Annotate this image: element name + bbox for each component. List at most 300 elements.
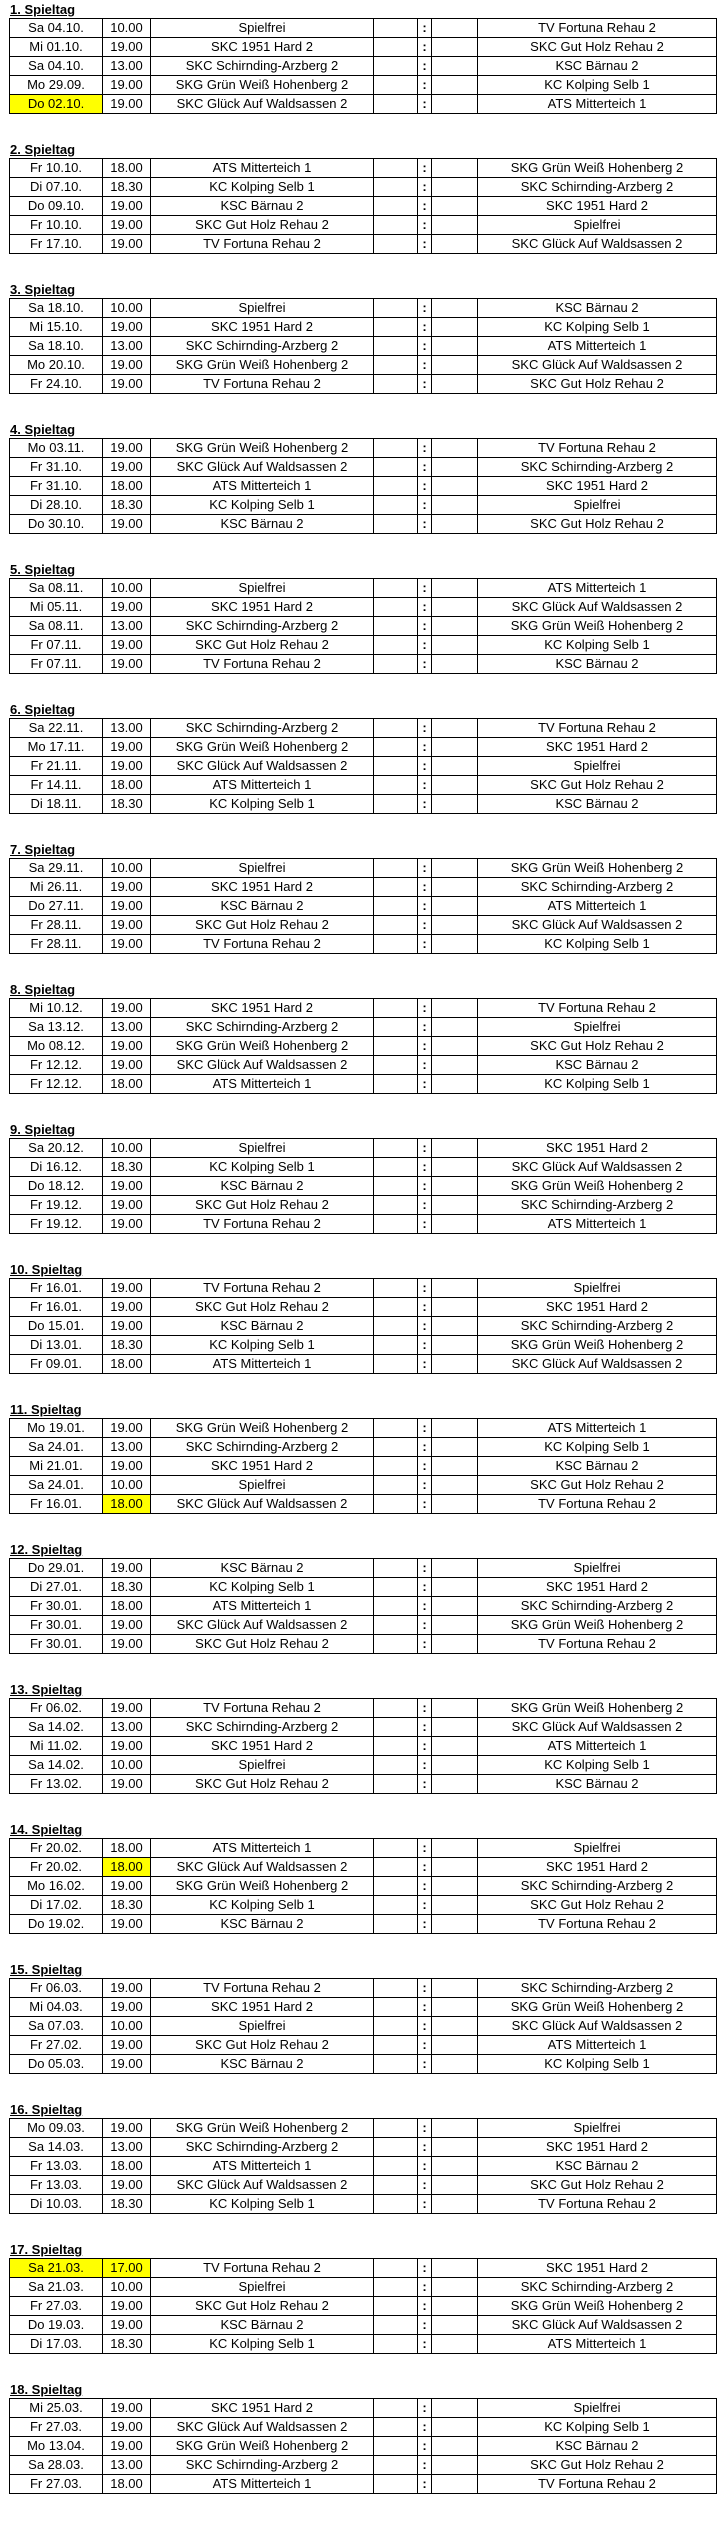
score-away-cell [432, 1998, 478, 2017]
away-team: KC Kolping Selb 1 [478, 318, 717, 337]
score-separator: : [418, 356, 432, 375]
home-team: SKC Glück Auf Waldsassen 2 [151, 458, 374, 477]
away-team: Spielfrei [478, 1559, 717, 1578]
game-date: Sa 14.02. [10, 1718, 103, 1737]
score-away-cell [432, 1877, 478, 1896]
score-separator: : [418, 1635, 432, 1654]
away-team: SKC 1951 Hard 2 [478, 477, 717, 496]
table-row [10, 1578, 717, 1597]
score-home-cell [374, 1476, 418, 1495]
game-date: Fr 06.02. [10, 1699, 103, 1718]
score-away-cell [432, 859, 478, 878]
score-separator: : [418, 1196, 432, 1215]
score-away-cell [432, 738, 478, 757]
spieltag-block [9, 1682, 723, 1822]
score-separator: : [418, 1419, 432, 1438]
game-time: 13.00 [103, 337, 151, 356]
table-row [10, 1915, 717, 1934]
spieltag-block [9, 1822, 723, 1962]
score-home-cell [374, 1438, 418, 1457]
game-time: 19.00 [103, 515, 151, 534]
table-row [10, 1979, 717, 1998]
table-row [10, 19, 717, 38]
home-team: Spielfrei [151, 2278, 374, 2297]
score-home-cell [374, 477, 418, 496]
score-home-cell [374, 458, 418, 477]
score-home-cell [374, 1298, 418, 1317]
score-away-cell [432, 515, 478, 534]
score-home-cell [374, 2055, 418, 2074]
game-time: 19.00 [103, 1737, 151, 1756]
table-row [10, 2475, 717, 2494]
score-away-cell [432, 375, 478, 394]
score-home-cell [374, 2437, 418, 2456]
score-away-cell [432, 1279, 478, 1298]
away-team: ATS Mitterteich 1 [478, 1737, 717, 1756]
game-date: Di 18.11. [10, 795, 103, 814]
table-row [10, 776, 717, 795]
table-row [10, 318, 717, 337]
away-team: KSC Bärnau 2 [478, 2437, 717, 2456]
score-home-cell [374, 2119, 418, 2138]
away-team: TV Fortuna Rehau 2 [478, 1635, 717, 1654]
game-time: 19.00 [103, 1979, 151, 1998]
score-home-cell [374, 439, 418, 458]
score-separator: : [418, 1839, 432, 1858]
game-time: 10.00 [103, 2017, 151, 2036]
home-team: KSC Bärnau 2 [151, 897, 374, 916]
score-separator: : [418, 38, 432, 57]
game-date: Sa 14.02. [10, 1756, 103, 1775]
score-separator: : [418, 1979, 432, 1998]
away-team: KSC Bärnau 2 [478, 299, 717, 318]
game-time: 18.00 [103, 1075, 151, 1094]
score-away-cell [432, 636, 478, 655]
game-time: 19.00 [103, 999, 151, 1018]
game-date: Do 30.10. [10, 515, 103, 534]
score-separator: : [418, 1597, 432, 1616]
score-separator: : [418, 2055, 432, 2074]
score-away-cell [432, 1896, 478, 1915]
away-team: KC Kolping Selb 1 [478, 636, 717, 655]
score-separator: : [418, 1858, 432, 1877]
away-team: Spielfrei [478, 1839, 717, 1858]
score-separator: : [418, 299, 432, 318]
table-row [10, 738, 717, 757]
home-team: SKC 1951 Hard 2 [151, 318, 374, 337]
score-away-cell [432, 1495, 478, 1514]
score-away-cell [432, 1616, 478, 1635]
game-time: 19.00 [103, 757, 151, 776]
table-row [10, 2138, 717, 2157]
score-away-cell [432, 1037, 478, 1056]
score-home-cell [374, 2138, 418, 2157]
table-row [10, 935, 717, 954]
away-team: SKC Schirnding-Arzberg 2 [478, 1196, 717, 1215]
table-row [10, 458, 717, 477]
game-date: Mo 19.01. [10, 1419, 103, 1438]
game-time: 19.00 [103, 1616, 151, 1635]
score-home-cell [374, 2316, 418, 2335]
away-team: SKC Gut Holz Rehau 2 [478, 1896, 717, 1915]
game-time: 18.30 [103, 2195, 151, 2214]
score-away-cell [432, 598, 478, 617]
home-team: KC Kolping Selb 1 [151, 496, 374, 515]
score-separator: : [418, 1756, 432, 1775]
game-time: 18.00 [103, 1858, 151, 1877]
game-time: 19.00 [103, 1177, 151, 1196]
table-row [10, 1139, 717, 1158]
game-date: Di 17.03. [10, 2335, 103, 2354]
score-separator: : [418, 1018, 432, 1037]
game-date: Mi 05.11. [10, 598, 103, 617]
score-home-cell [374, 2036, 418, 2055]
score-separator: : [418, 2119, 432, 2138]
table-row [10, 1336, 717, 1355]
game-date: Fr 10.10. [10, 159, 103, 178]
table-row [10, 1635, 717, 1654]
table-row [10, 1215, 717, 1234]
home-team: KSC Bärnau 2 [151, 2316, 374, 2335]
away-team: Spielfrei [478, 1018, 717, 1037]
home-team: SKG Grün Weiß Hohenberg 2 [151, 738, 374, 757]
game-time: 13.00 [103, 1018, 151, 1037]
game-time: 19.00 [103, 636, 151, 655]
score-away-cell [432, 1979, 478, 1998]
home-team: SKG Grün Weiß Hohenberg 2 [151, 1419, 374, 1438]
score-separator: : [418, 935, 432, 954]
score-separator: : [418, 999, 432, 1018]
game-time: 19.00 [103, 95, 151, 114]
table-row [10, 579, 717, 598]
table-row [10, 1056, 717, 1075]
score-home-cell [374, 2456, 418, 2475]
score-home-cell [374, 916, 418, 935]
score-separator: : [418, 2456, 432, 2475]
game-time: 19.00 [103, 2418, 151, 2437]
home-team: ATS Mitterteich 1 [151, 1355, 374, 1374]
home-team: Spielfrei [151, 859, 374, 878]
table-row [10, 1616, 717, 1635]
spieltag-block [9, 2102, 723, 2242]
table-row [10, 1457, 717, 1476]
game-time: 10.00 [103, 859, 151, 878]
game-time: 19.00 [103, 1037, 151, 1056]
game-date: Mo 29.09. [10, 76, 103, 95]
away-team: SKC Glück Auf Waldsassen 2 [478, 2316, 717, 2335]
game-date: Sa 13.12. [10, 1018, 103, 1037]
spieltag-block [9, 562, 723, 702]
score-home-cell [374, 235, 418, 254]
table-row [10, 2055, 717, 2074]
away-team: SKC Glück Auf Waldsassen 2 [478, 1158, 717, 1177]
away-team: Spielfrei [478, 2399, 717, 2418]
game-date: Mo 17.11. [10, 738, 103, 757]
table-row [10, 76, 717, 95]
away-team: SKC Glück Auf Waldsassen 2 [478, 1355, 717, 1374]
score-away-cell [432, 1215, 478, 1234]
game-date: Fr 28.11. [10, 935, 103, 954]
score-away-cell [432, 216, 478, 235]
away-team: SKC Gut Holz Rehau 2 [478, 375, 717, 394]
game-date: Fr 19.12. [10, 1215, 103, 1234]
spieltag-title: 11. Spieltag [10, 1402, 82, 1417]
game-time: 19.00 [103, 458, 151, 477]
home-team: KC Kolping Selb 1 [151, 2335, 374, 2354]
home-team: SKC Schirnding-Arzberg 2 [151, 1438, 374, 1457]
score-away-cell [432, 178, 478, 197]
score-separator: : [418, 318, 432, 337]
game-time: 13.00 [103, 1718, 151, 1737]
home-team: SKC Glück Auf Waldsassen 2 [151, 95, 374, 114]
score-separator: : [418, 1718, 432, 1737]
game-time: 19.00 [103, 738, 151, 757]
score-home-cell [374, 1839, 418, 1858]
home-team: SKC Glück Auf Waldsassen 2 [151, 757, 374, 776]
table-row [10, 1355, 717, 1374]
home-team: KC Kolping Selb 1 [151, 1896, 374, 1915]
score-away-cell [432, 2437, 478, 2456]
score-home-cell [374, 1215, 418, 1234]
away-team: ATS Mitterteich 1 [478, 2036, 717, 2055]
home-team: KC Kolping Selb 1 [151, 1158, 374, 1177]
score-away-cell [432, 2399, 478, 2418]
home-team: TV Fortuna Rehau 2 [151, 235, 374, 254]
score-away-cell [432, 2119, 478, 2138]
away-team: SKC Schirnding-Arzberg 2 [478, 2278, 717, 2297]
away-team: ATS Mitterteich 1 [478, 1419, 717, 1438]
home-team: TV Fortuna Rehau 2 [151, 935, 374, 954]
game-date: Fr 30.01. [10, 1635, 103, 1654]
away-team: ATS Mitterteich 1 [478, 2335, 717, 2354]
spieltag-block [9, 842, 723, 982]
score-away-cell [432, 1737, 478, 1756]
table-row [10, 617, 717, 636]
score-home-cell [374, 1355, 418, 1374]
score-separator: : [418, 1438, 432, 1457]
score-separator: : [418, 1279, 432, 1298]
game-date: Fr 30.01. [10, 1597, 103, 1616]
game-time: 19.00 [103, 2036, 151, 2055]
spieltag-title: 5. Spieltag [10, 562, 76, 577]
score-away-cell [432, 439, 478, 458]
away-team: SKC Gut Holz Rehau 2 [478, 1037, 717, 1056]
score-away-cell [432, 1419, 478, 1438]
game-date: Fr 20.02. [10, 1839, 103, 1858]
away-team: TV Fortuna Rehau 2 [478, 2195, 717, 2214]
table-row [10, 2017, 717, 2036]
home-team: SKC Gut Holz Rehau 2 [151, 1298, 374, 1317]
score-separator: : [418, 235, 432, 254]
score-home-cell [374, 1018, 418, 1037]
game-time: 19.00 [103, 1196, 151, 1215]
score-separator: : [418, 2036, 432, 2055]
score-separator: : [418, 216, 432, 235]
score-separator: : [418, 1056, 432, 1075]
game-date: Mo 16.02. [10, 1877, 103, 1896]
score-separator: : [418, 1476, 432, 1495]
score-away-cell [432, 1699, 478, 1718]
score-home-cell [374, 878, 418, 897]
score-separator: : [418, 458, 432, 477]
spieltag-title: 6. Spieltag [10, 702, 76, 717]
table-row [10, 337, 717, 356]
score-home-cell [374, 1858, 418, 1877]
table-row [10, 1699, 717, 1718]
home-team: ATS Mitterteich 1 [151, 1597, 374, 1616]
spieltag-block [9, 282, 723, 422]
away-team: KC Kolping Selb 1 [478, 935, 717, 954]
score-home-cell [374, 1158, 418, 1177]
score-away-cell [432, 2335, 478, 2354]
score-separator: : [418, 496, 432, 515]
score-separator: : [418, 2297, 432, 2316]
spieltag-title: 8. Spieltag [10, 982, 76, 997]
game-date: Fr 14.11. [10, 776, 103, 795]
table-row [10, 1718, 717, 1737]
game-date: Sa 14.03. [10, 2138, 103, 2157]
game-date: Fr 10.10. [10, 216, 103, 235]
home-team: Spielfrei [151, 579, 374, 598]
score-away-cell [432, 1196, 478, 1215]
spieltag-block [9, 422, 723, 562]
score-home-cell [374, 2157, 418, 2176]
score-away-cell [432, 1018, 478, 1037]
table-row [10, 2157, 717, 2176]
score-home-cell [374, 1559, 418, 1578]
home-team: Spielfrei [151, 299, 374, 318]
game-date: Di 16.12. [10, 1158, 103, 1177]
home-team: KC Kolping Selb 1 [151, 1578, 374, 1597]
away-team: KC Kolping Selb 1 [478, 76, 717, 95]
game-date: Fr 21.11. [10, 757, 103, 776]
score-away-cell [432, 2278, 478, 2297]
home-team: SKG Grün Weiß Hohenberg 2 [151, 356, 374, 375]
home-team: SKC 1951 Hard 2 [151, 598, 374, 617]
score-separator: : [418, 1737, 432, 1756]
score-home-cell [374, 2335, 418, 2354]
table-row [10, 178, 717, 197]
home-team: SKC Schirnding-Arzberg 2 [151, 2138, 374, 2157]
game-date: Fr 27.03. [10, 2418, 103, 2437]
score-separator: : [418, 159, 432, 178]
score-home-cell [374, 1279, 418, 1298]
score-home-cell [374, 1457, 418, 1476]
game-time: 19.00 [103, 655, 151, 674]
game-time: 19.00 [103, 1215, 151, 1234]
score-home-cell [374, 496, 418, 515]
away-team: ATS Mitterteich 1 [478, 337, 717, 356]
home-team: SKC 1951 Hard 2 [151, 1998, 374, 2017]
away-team: SKC Schirnding-Arzberg 2 [478, 1597, 717, 1616]
score-separator: : [418, 1336, 432, 1355]
table-row [10, 1858, 717, 1877]
table-row [10, 477, 717, 496]
score-away-cell [432, 1075, 478, 1094]
game-date: Sa 22.11. [10, 719, 103, 738]
score-home-cell [374, 1056, 418, 1075]
score-separator: : [418, 1998, 432, 2017]
away-team: SKC Gut Holz Rehau 2 [478, 38, 717, 57]
score-away-cell [432, 2157, 478, 2176]
home-team: KC Kolping Selb 1 [151, 178, 374, 197]
away-team: SKG Grün Weiß Hohenberg 2 [478, 859, 717, 878]
game-date: Do 19.03. [10, 2316, 103, 2335]
table-row [10, 159, 717, 178]
game-date: Sa 28.03. [10, 2456, 103, 2475]
game-time: 19.00 [103, 1635, 151, 1654]
away-team: SKC Glück Auf Waldsassen 2 [478, 916, 717, 935]
score-separator: : [418, 197, 432, 216]
games-table [9, 1138, 717, 1234]
spieltag-block [9, 2, 723, 142]
away-team: SKC Schirnding-Arzberg 2 [478, 1877, 717, 1896]
game-date: Fr 13.03. [10, 2176, 103, 2195]
score-home-cell [374, 1578, 418, 1597]
score-home-cell [374, 159, 418, 178]
score-away-cell [432, 1355, 478, 1374]
score-away-cell [432, 1139, 478, 1158]
games-table [9, 1838, 717, 1934]
away-team: SKG Grün Weiß Hohenberg 2 [478, 1616, 717, 1635]
table-row [10, 2195, 717, 2214]
score-home-cell [374, 1979, 418, 1998]
away-team: Spielfrei [478, 757, 717, 776]
score-away-cell [432, 776, 478, 795]
away-team: Spielfrei [478, 1279, 717, 1298]
score-away-cell [432, 299, 478, 318]
game-date: Fr 24.10. [10, 375, 103, 394]
score-away-cell [432, 2418, 478, 2437]
table-row [10, 1559, 717, 1578]
table-row [10, 1298, 717, 1317]
score-home-cell [374, 1075, 418, 1094]
spieltag-title: 15. Spieltag [10, 1962, 83, 1977]
game-time: 13.00 [103, 57, 151, 76]
score-separator: : [418, 2399, 432, 2418]
away-team: SKC 1951 Hard 2 [478, 1858, 717, 1877]
score-separator: : [418, 1177, 432, 1196]
game-date: Sa 07.03. [10, 2017, 103, 2036]
table-row [10, 1896, 717, 1915]
game-date: Mi 11.02. [10, 1737, 103, 1756]
game-date: Sa 18.10. [10, 299, 103, 318]
away-team: Spielfrei [478, 216, 717, 235]
score-separator: : [418, 2176, 432, 2195]
table-row [10, 1177, 717, 1196]
score-home-cell [374, 1718, 418, 1737]
score-separator: : [418, 2138, 432, 2157]
game-date: Sa 04.10. [10, 57, 103, 76]
score-away-cell [432, 1756, 478, 1775]
game-time: 19.00 [103, 1699, 151, 1718]
game-time: 18.00 [103, 2157, 151, 2176]
games-table [9, 18, 717, 114]
home-team: SKC Schirnding-Arzberg 2 [151, 719, 374, 738]
game-time: 19.00 [103, 916, 151, 935]
game-date: Do 29.01. [10, 1559, 103, 1578]
game-time: 18.30 [103, 795, 151, 814]
home-team: SKC Glück Auf Waldsassen 2 [151, 1858, 374, 1877]
home-team: ATS Mitterteich 1 [151, 1839, 374, 1858]
game-time: 18.30 [103, 2335, 151, 2354]
score-away-cell [432, 1056, 478, 1075]
score-home-cell [374, 1139, 418, 1158]
score-separator: : [418, 2335, 432, 2354]
game-date: Sa 24.01. [10, 1476, 103, 1495]
score-home-cell [374, 299, 418, 318]
score-away-cell [432, 897, 478, 916]
